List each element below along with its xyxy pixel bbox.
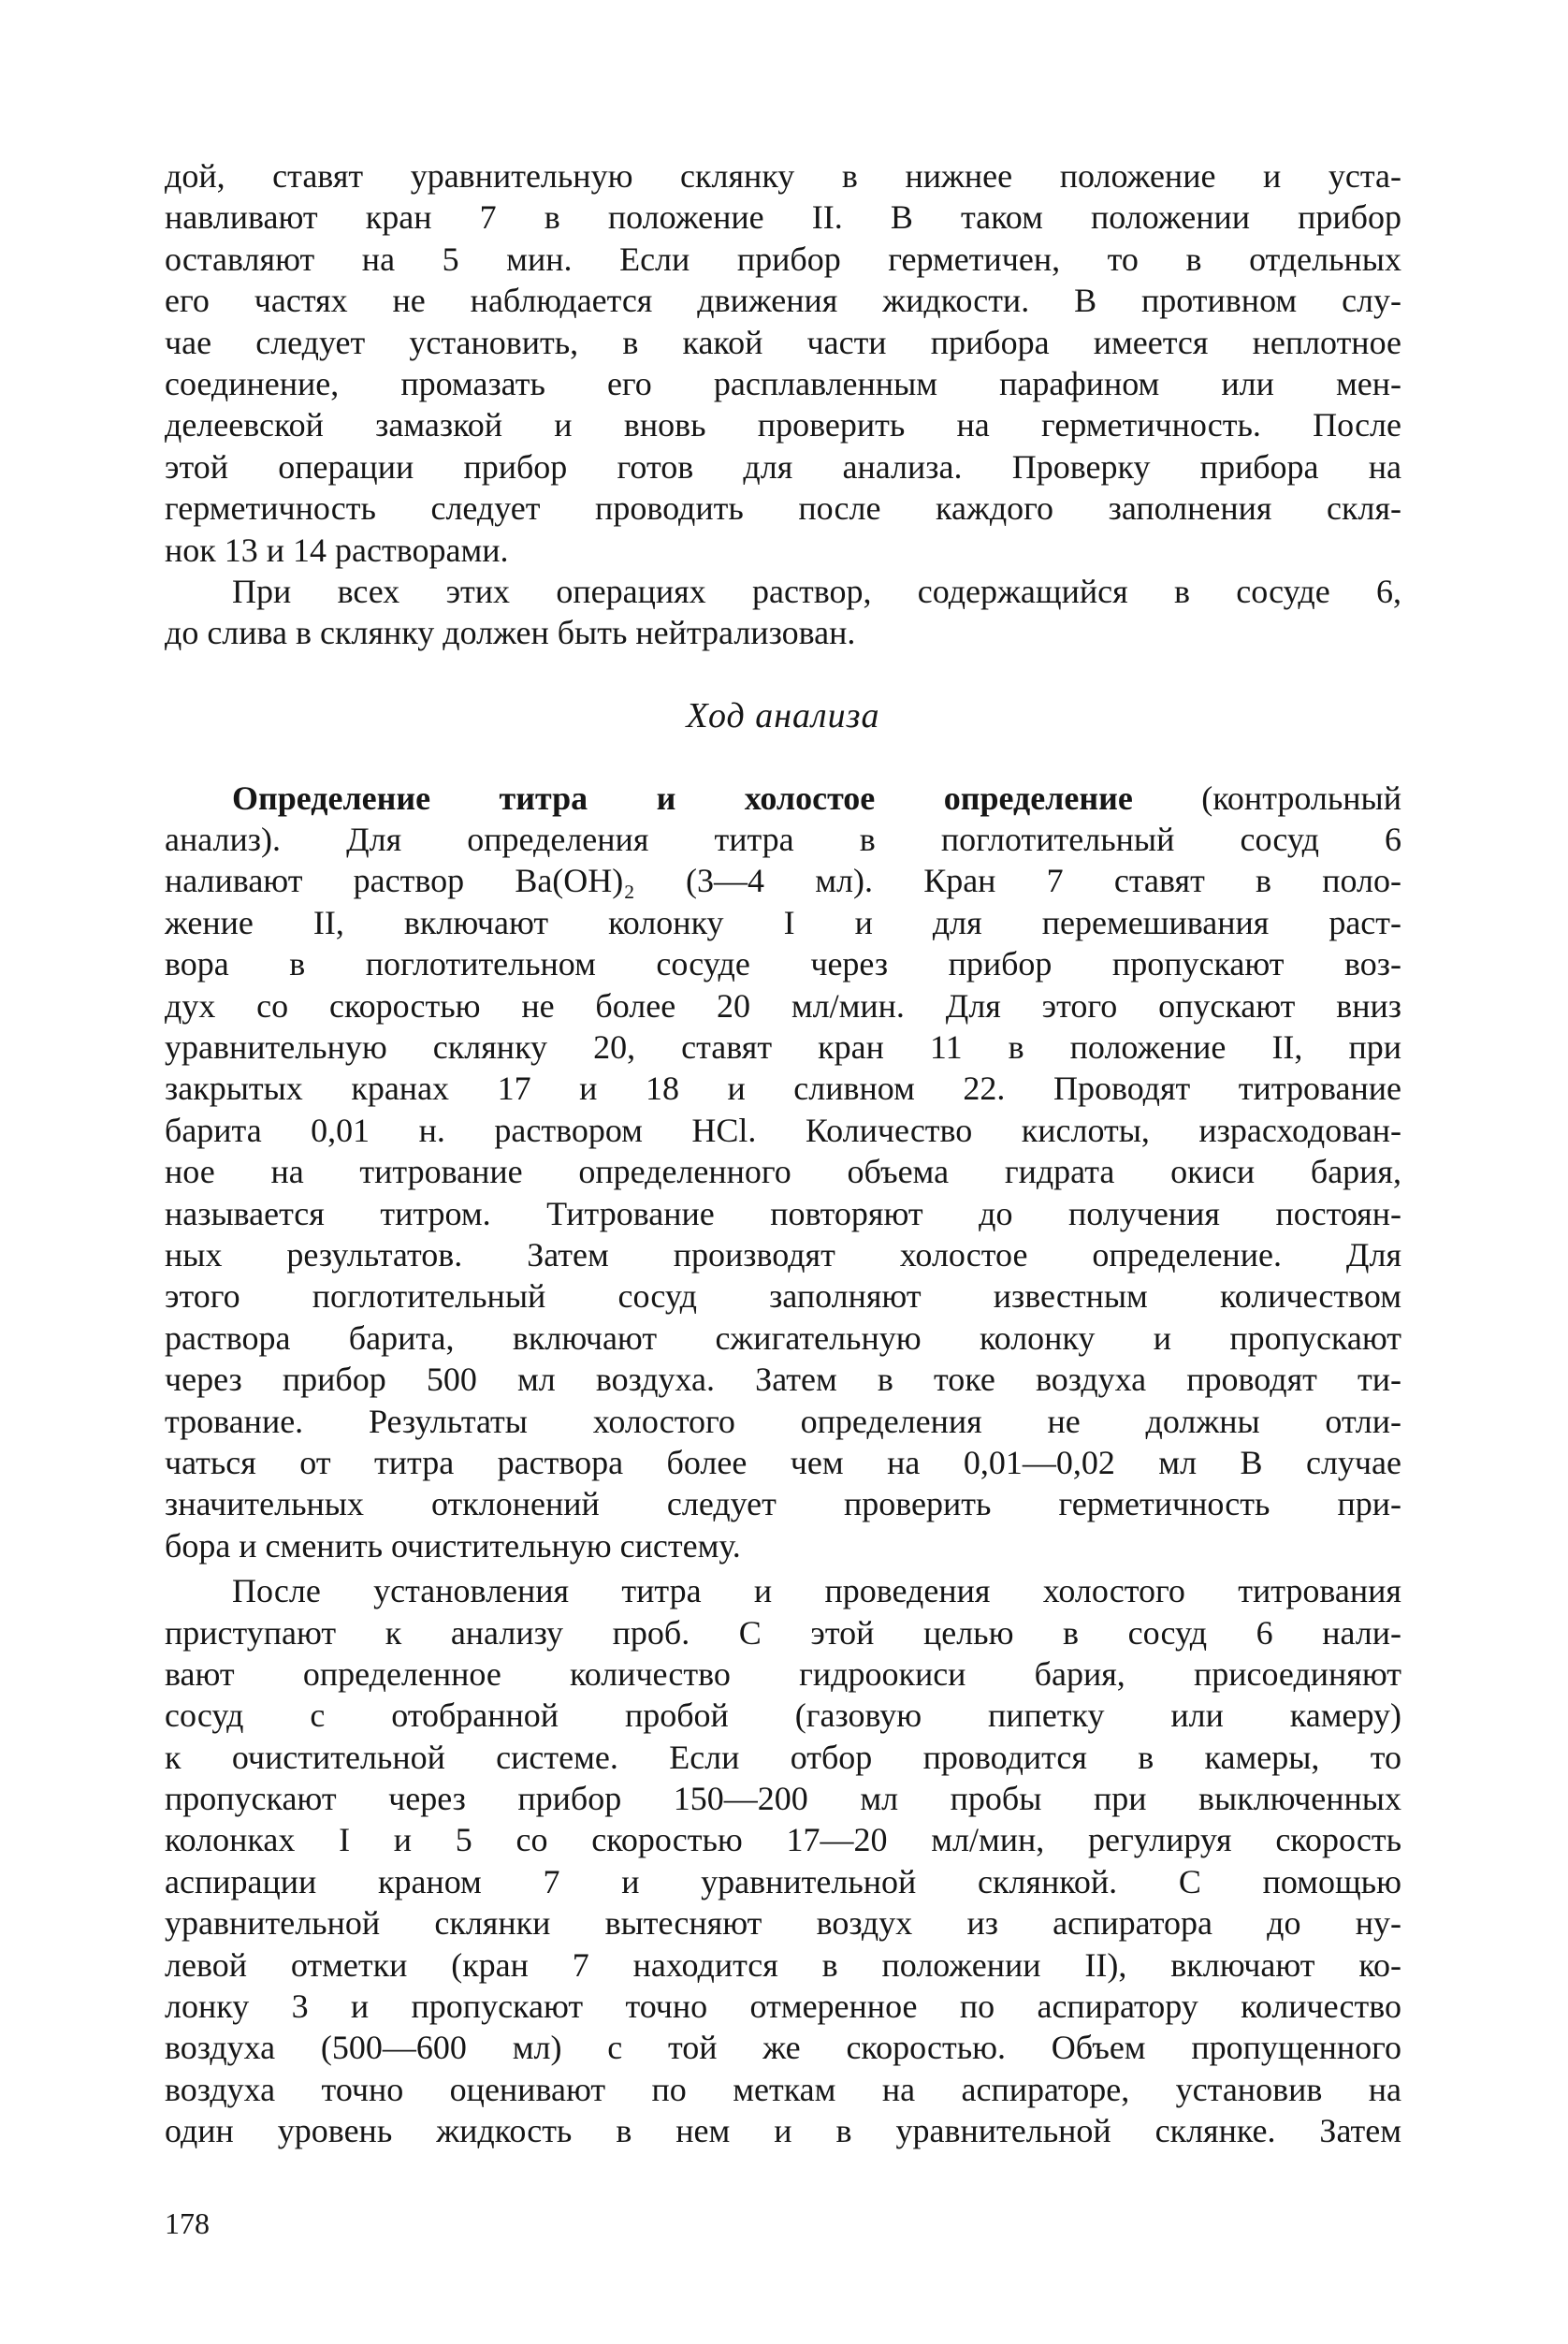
text-line: к очистительной системе. Если отбор проводится в камеры, то: [165, 1738, 1401, 1776]
text-line: чаться от титра раствора более чем на 0,01—0,02 мл В случае: [165, 1443, 1401, 1481]
text-line: барита 0,01 н. раствором HCl. Количество кислоты, израсходован-: [165, 1111, 1401, 1149]
text-line: сосуд с отобранной пробой (газовую пипетку или камеру): [165, 1696, 1401, 1735]
text-line: пропускают через прибор 150—200 мл пробы при выключенных: [165, 1780, 1401, 1818]
text-line: После установления титра и проведения холостого титрования: [232, 1572, 1401, 1610]
text-line: навливают кран 7 в положение II. В таком положении прибор: [165, 198, 1401, 237]
text-line: аспирации краном 7 и уравнительной склянкой. С помощью: [165, 1862, 1401, 1900]
text-line: дой, ставят уравнительную склянку в нижнее положение и уста-: [165, 157, 1401, 195]
text-line: вают определенное количество гидроокиси бария, присоединяют: [165, 1654, 1401, 1693]
text-line: его частях не наблюдается движения жидкости. В противном слу-: [165, 282, 1401, 320]
text-line: При всех этих операциях раствор, содержащийся в сосуде 6,: [232, 572, 1401, 610]
text-line: бора и сменить очистительную систему.: [165, 1526, 741, 1565]
text-line: соединение, промазать его расплавленным парафином или мен-: [165, 364, 1401, 402]
text-line: вора в поглотительном сосуде через прибор пропускают воз-: [165, 945, 1401, 983]
text-line: ное на титрование определенного объема гидрата окиси бария,: [165, 1153, 1401, 1191]
paragraph-titre-determination: [165, 778, 1401, 1566]
text-line: левой отметки (кран 7 находится в положении II), включают ко-: [165, 1945, 1401, 1984]
text-line: до слива в склянку должен быть нейтрализован.: [165, 614, 856, 652]
text-line: оставляют на 5 мин. Если прибор герметичен, то в отдельных: [165, 240, 1401, 278]
page-number: 178: [165, 2206, 210, 2240]
text-line: трование. Результаты холостого определения не должны отли-: [165, 1402, 1401, 1440]
page-body: [165, 155, 1401, 2152]
text-line: колонках I и 5 со скоростью 17—20 мл/мин, регулируя скорость: [165, 1821, 1401, 1859]
text-line: приступают к анализу проб. С этой целью в сосуд 6 нали-: [165, 1613, 1401, 1652]
text-line: воздуха точно оценивают по меткам на аспираторе, установив на: [165, 2070, 1401, 2108]
text-line: жение II, включают колонку I и для перемешивания раст-: [165, 903, 1401, 941]
text-line: этой операции прибор готов для анализа. Проверку прибора на: [165, 447, 1401, 486]
text-line: лонку 3 и пропускают точно отмеренное по аспиратору количество: [165, 1987, 1401, 2026]
section-heading: Ход анализа: [686, 695, 880, 735]
text-line: уравнительной склянки вытесняют воздух из аспиратора до ну-: [165, 1904, 1401, 1943]
text-line: через прибор 500 мл воздуха. Затем в токе воздуха проводят ти-: [165, 1361, 1401, 1399]
text-line: чае следует установить, в какой части прибора имеется неплотное: [165, 323, 1401, 361]
text-line: воздуха (500—600 мл) с той же скоростью. Объем пропущенного: [165, 2029, 1401, 2067]
paragraph-neutralization: [165, 571, 1401, 654]
text-line: герметичность следует проводить после каждого заполнения скля-: [165, 489, 1401, 528]
text-line: называется титром. Титрование повторяют до получения постоян-: [165, 1194, 1401, 1232]
text-line: анализ). Для определения титра в поглотительный сосуд 6: [165, 821, 1401, 859]
text-line: наливают раствор Ba(OH)₂ (3—4 мл). Кран 7 ставят в поло-: [165, 862, 1401, 900]
text-line: раствора барита, включают сжигательную колонку и пропускают: [165, 1318, 1401, 1357]
text-line: значительных отклонений следует проверить герметичность при-: [165, 1485, 1401, 1523]
text-line: нок 13 и 14 растворами.: [165, 531, 509, 569]
text-line: [165, 778, 1401, 819]
text-line: закрытых кранах 17 и 18 и сливном 22. Проводят титрование: [165, 1070, 1401, 1108]
bold-run-in-heading: Определение титра и холостое определение: [232, 779, 1133, 817]
text-line: делеевской замазкой и вновь проверить на герметичность. После: [165, 406, 1401, 444]
text-line: ных результатов. Затем производят холостое определение. Для: [165, 1235, 1401, 1274]
text-run: (контрольный: [1132, 779, 1401, 817]
paragraph-sample-analysis: [165, 1570, 1401, 2151]
text-line: этого поглотительный сосуд заполняют известным количеством: [165, 1277, 1401, 1316]
text-line: один уровень жидкость в нем и в уравнительной склянке. Затем: [165, 2112, 1401, 2150]
text-line: дух со скоростью не более 20 мл/мин. Для этого опускают вниз: [165, 986, 1401, 1025]
paragraph-leak-test: [165, 155, 1401, 571]
text-line: уравнительную склянку 20, ставят кран 11 в положение II, при: [165, 1028, 1401, 1067]
